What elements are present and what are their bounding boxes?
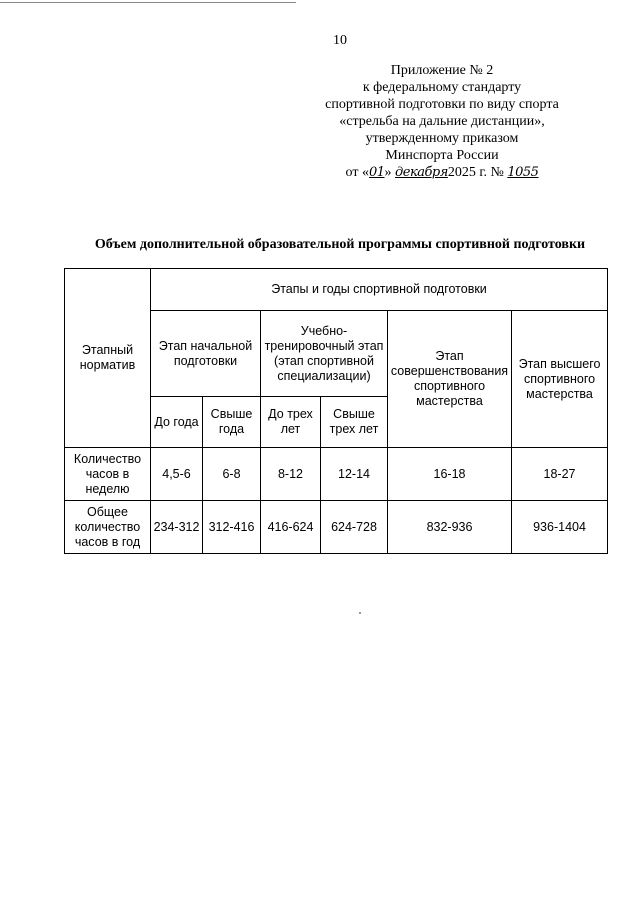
header-stage-normativ: Этапный норматив — [65, 269, 151, 448]
table-cell: 936-1404 — [512, 501, 608, 554]
appendix-line-6: Минспорта России — [385, 148, 499, 163]
header-training-stage: Учебно-тренировочный этап (этап спортивной специализации) — [261, 311, 388, 397]
header-training-over-three: Свыше трех лет — [321, 397, 388, 448]
table-header-row-1 — [65, 269, 608, 311]
scan-speck — [359, 612, 361, 614]
order-date-line — [292, 164, 592, 181]
date-mid: » — [384, 165, 392, 180]
appendix-line-1: Приложение № 2 — [390, 63, 494, 78]
table-cell: 416-624 — [261, 501, 321, 554]
row-label: Общее количество часов в год — [65, 501, 151, 554]
header-improvement-stage: Этап совершенствования спортивного мастерства — [388, 311, 512, 448]
table-cell: 12-14 — [321, 448, 388, 501]
program-volume-table — [64, 268, 608, 554]
table-cell: 832-936 — [388, 501, 512, 554]
header-training-up-to-three: До трех лет — [261, 397, 321, 448]
header-initial-over-year: Свыше года — [203, 397, 261, 448]
appendix-line-3: спортивной подготовки по виду спорта — [325, 97, 559, 112]
top-rule — [0, 2, 296, 3]
table-cell: 16-18 — [388, 448, 512, 501]
appendix-line-2: к федеральному стандарту — [362, 80, 522, 95]
header-initial-stage: Этап начальной подготовки — [151, 311, 261, 397]
date-year: 2025 г. № — [447, 165, 504, 180]
page-number: 10 — [333, 33, 347, 48]
table-row — [65, 501, 608, 554]
table-cell: 8-12 — [261, 448, 321, 501]
table-cell: 234-312 — [151, 501, 203, 554]
table-cell: 624-728 — [321, 501, 388, 554]
table-row — [65, 448, 608, 501]
date-prefix: от « — [345, 165, 369, 180]
handwritten-order-number: 1055 — [507, 165, 539, 180]
appendix-header — [292, 62, 592, 181]
table-cell: 4,5-6 — [151, 448, 203, 501]
table-cell: 6-8 — [203, 448, 261, 501]
row-label: Количество часов в неделю — [65, 448, 151, 501]
table-cell: 312-416 — [203, 501, 261, 554]
header-stages-and-years: Этапы и годы спортивной подготовки — [151, 269, 608, 311]
appendix-line-5: утвержденному приказом — [365, 131, 519, 146]
table-cell: 18-27 — [512, 448, 608, 501]
handwritten-month: декабря — [395, 165, 448, 180]
header-higher-stage: Этап высшего спортивного мастерства — [512, 311, 608, 448]
appendix-line-4: «стрельба на дальние дистанции», — [339, 114, 545, 129]
header-initial-up-to-year: До года — [151, 397, 203, 448]
document-title: Объем дополнительной образовательной программы спортивной подготовки — [94, 237, 586, 252]
handwritten-day: 01 — [368, 165, 385, 180]
